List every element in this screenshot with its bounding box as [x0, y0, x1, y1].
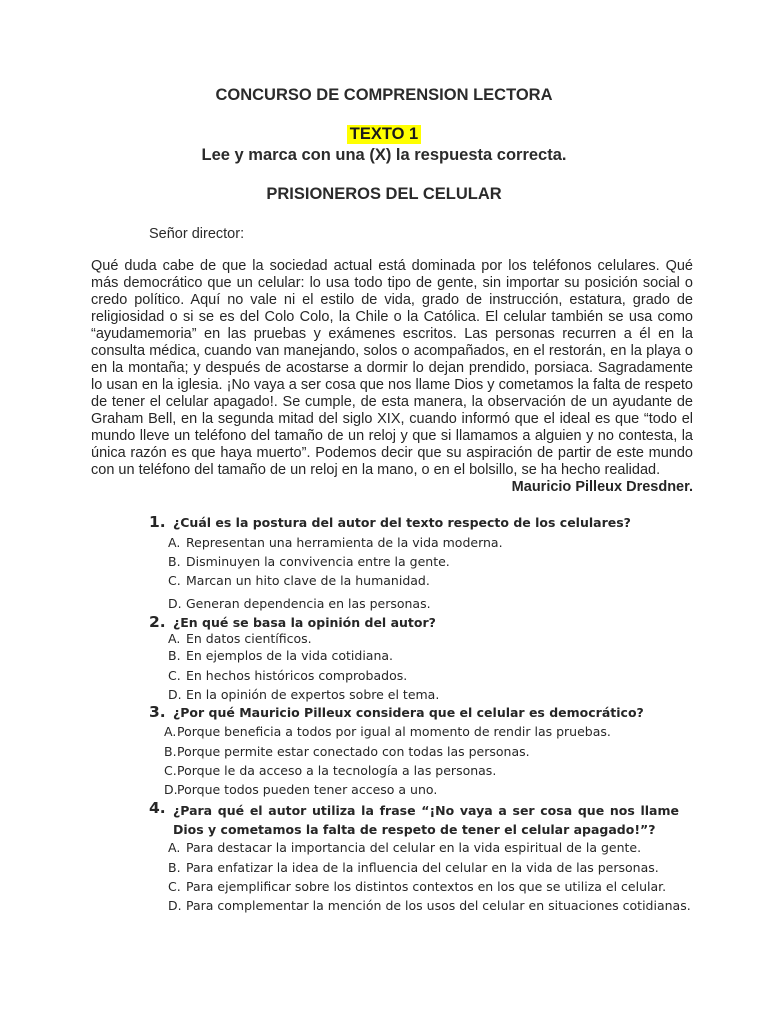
author-signature: Mauricio Pilleux Dresdner. — [511, 479, 693, 495]
texto-label-wrap — [0, 125, 768, 144]
option-a[interactable] — [168, 631, 312, 646]
option-letter: D. — [168, 596, 182, 611]
option-text: Porque permite estar conectado con todas las personas. — [177, 744, 530, 759]
option-text: Porque le da acceso a la tecnología a las personas. — [177, 763, 497, 778]
option-text: Porque todos pueden tener acceso a uno. — [177, 782, 438, 797]
story-title: PRISIONEROS DEL CELULAR — [266, 185, 502, 203]
option-letter: C. — [168, 668, 181, 683]
question-number: 3. — [149, 703, 166, 721]
option-letter: C. — [168, 879, 181, 894]
option-b[interactable] — [168, 860, 659, 875]
option-letter: A. — [164, 724, 177, 739]
option-letter: A. — [168, 631, 181, 646]
option-letter: D. — [164, 782, 178, 797]
salutation: Señor director: — [149, 226, 245, 242]
option-text: Para ejemplificar sobre los distintos contextos en los que se utiliza el celular. — [186, 879, 667, 894]
option-text: Porque beneficia a todos por igual al momento de rendir las pruebas. — [177, 724, 611, 739]
option-letter: B. — [168, 860, 181, 875]
option-a[interactable] — [168, 535, 503, 550]
option-letter: C. — [164, 763, 177, 778]
question-number: 2. — [149, 613, 166, 631]
option-text: Para destacar la importancia del celular en la vida espiritual de la gente. — [186, 840, 642, 855]
option-d[interactable] — [164, 782, 437, 797]
option-text: En datos científicos. — [186, 631, 312, 646]
option-c[interactable] — [164, 763, 496, 778]
option-d[interactable] — [168, 687, 439, 702]
option-letter: B. — [168, 648, 181, 663]
question-text: ¿Cuál es la postura del autor del texto respecto de los celulares? — [173, 515, 631, 530]
option-letter: D. — [168, 898, 182, 913]
question-text: ¿Para qué el autor utiliza la frase “¡No vaya a ser cosa que nos llame Dios y cometamos la falta de respeto de tener el celular apagado!”? — [173, 803, 679, 837]
option-text: Marcan un hito clave de la humanidad. — [186, 573, 430, 588]
option-c[interactable] — [168, 879, 666, 894]
instruction: Lee y marca con una (X) la respuesta correcta. — [201, 146, 567, 164]
option-d[interactable] — [168, 596, 431, 611]
option-b[interactable] — [168, 648, 393, 663]
option-text: En la opinión de expertos sobre el tema. — [186, 687, 440, 702]
option-d[interactable] — [168, 898, 691, 913]
option-text: Disminuyen la convivencia entre la gente. — [186, 554, 450, 569]
question-number: 1. — [149, 513, 166, 531]
texto-label-highlight: TEXTO 1 — [347, 125, 421, 144]
option-letter: D. — [168, 687, 182, 702]
option-text: En ejemplos de la vida cotidiana. — [186, 648, 394, 663]
letter-body: Qué duda cabe de que la sociedad actual está dominada por los teléfonos celulares. Qué más democrático que un celular: lo usa todo tipo de gente, sin importar su posición social o credo político. Aquí no vale ni el estilo de vida, grado de instrucción, estatura, grado de religiosidad o si se es del Colo Colo, la Chile o la Católica. El celular también se usa como “ayudamemoria” en las pruebas y exámenes escritos. Las personas recurren a él en la consulta médica, cuando van manejando, solos o acompañados, en el restorán, en la playa o en la montaña; y después de acostarse a dormir lo dejan prendido, porsiaca. Sagradamente lo usan en la iglesia. ¡No vaya a ser cosa que nos llame Dios y cometamos la falta de respeto de tener el celular apagado!. Se cumple, de esta manera, la observación de un ayudante de Graham Bell, en la segunda mitad del siglo XIX, cuando informó que el ideal es que “todo el mundo lleve un teléfono del tamaño de un reloj y que si llamamos a alguien y no contesta, la única razón es que haya muerto”. Podemos decir que su aspiración de partir de este mundo con un teléfono del tamaño de un reloj en la mano, o en el bolsillo, se ha hecho realidad. — [91, 258, 693, 478]
option-a[interactable] — [164, 724, 611, 739]
option-a[interactable] — [168, 840, 641, 855]
question-number: 4. — [149, 799, 166, 817]
option-c[interactable] — [168, 573, 430, 588]
option-letter: B. — [164, 744, 177, 759]
question-text: ¿Por qué Mauricio Pilleux considera que el celular es democrático? — [173, 705, 644, 720]
option-b[interactable] — [168, 554, 450, 569]
option-letter: A. — [168, 535, 181, 550]
option-text: Generan dependencia en las personas. — [186, 596, 431, 611]
option-c[interactable] — [168, 668, 407, 683]
option-text: Representan una herramienta de la vida moderna. — [186, 535, 503, 550]
option-letter: B. — [168, 554, 181, 569]
document-title: CONCURSO DE COMPRENSION LECTORA — [215, 86, 553, 104]
option-b[interactable] — [164, 744, 530, 759]
option-text: Para enfatizar la idea de la influencia del celular en la vida de las personas. — [186, 860, 659, 875]
option-letter: A. — [168, 840, 181, 855]
option-text: Para complementar la mención de los usos del celular en situaciones cotidianas. — [186, 898, 691, 913]
option-letter: C. — [168, 573, 181, 588]
question-text: ¿En qué se basa la opinión del autor? — [173, 615, 436, 630]
option-text: En hechos históricos comprobados. — [186, 668, 408, 683]
